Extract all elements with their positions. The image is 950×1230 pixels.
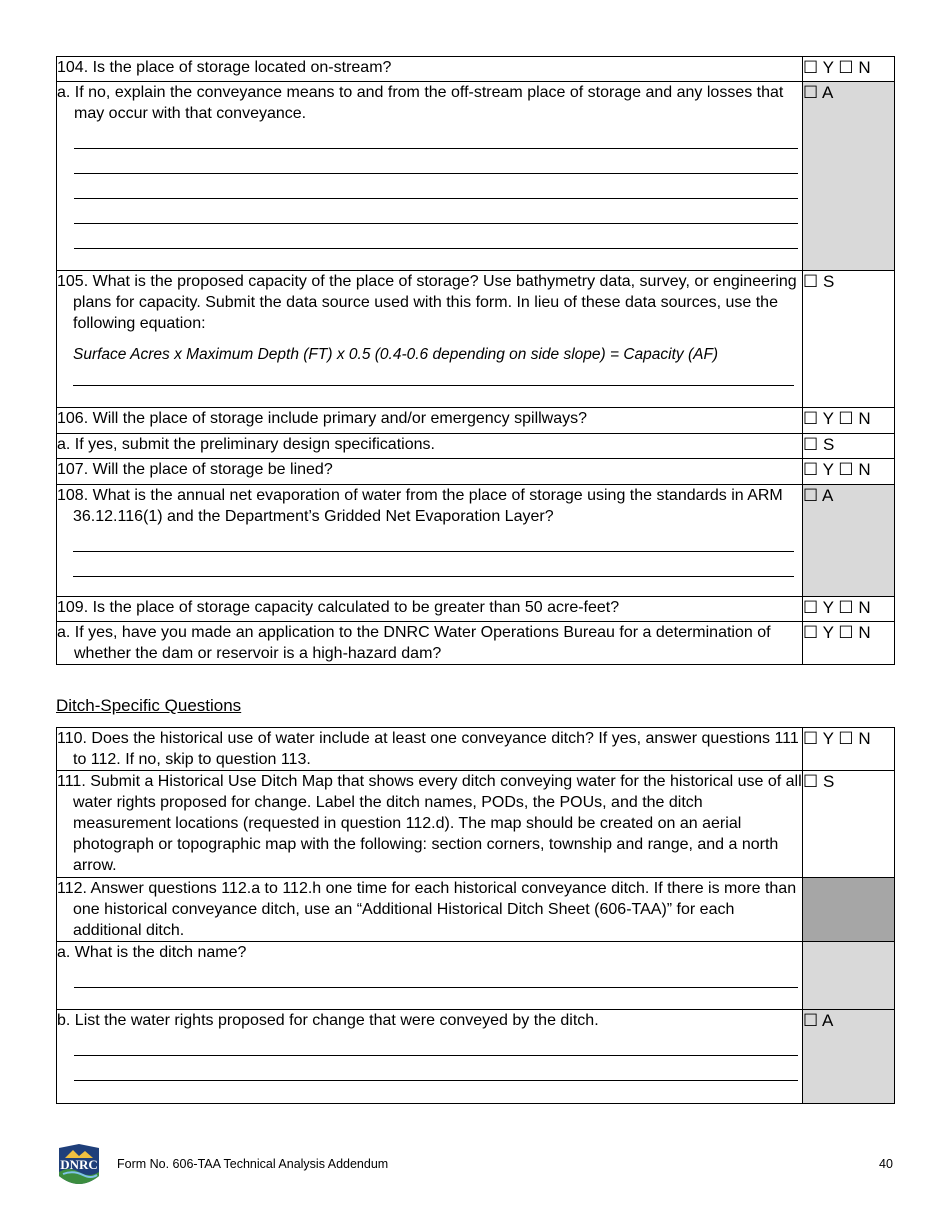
- row-107: [57, 459, 895, 485]
- answer-110-yes-no[interactable]: ☐ Y ☐ N: [803, 728, 895, 771]
- answer-line[interactable]: [74, 248, 798, 249]
- answer-106a-submit[interactable]: ☐ S: [803, 434, 895, 459]
- answer-112b-attach[interactable]: ☐ A: [803, 1010, 895, 1104]
- row-106: [57, 408, 895, 434]
- question-104a: a. If no, explain the conveyance means to and from the off-stream place of storage and any losses that may occur with that conveyance.: [57, 82, 803, 271]
- row-112: [57, 878, 895, 942]
- row-109: [57, 597, 895, 622]
- answer-line[interactable]: [74, 198, 798, 199]
- answer-109-yes-no[interactable]: ☐ Y ☐ N: [803, 597, 895, 622]
- answer-112-blank: [803, 878, 895, 942]
- question-105: 105. What is the proposed capacity of the place of storage? Use bathymetry data, survey, or engineering plans for capacity. Submit the data source used with this form. In lieu of these data sources, use the following equation: Surface Acres x Maximum Depth (FT) x 0.5 (0.4-0.6 depending on side slope) = Capacity (AF): [57, 271, 803, 408]
- question-106a: a. If yes, submit the preliminary design specifications.: [57, 434, 803, 459]
- answer-108-attach[interactable]: ☐ A: [803, 485, 895, 597]
- answer-106-yes-no[interactable]: ☐ Y ☐ N: [803, 408, 895, 434]
- svg-text:DNRC: DNRC: [60, 1157, 98, 1172]
- page-number: 40: [879, 1157, 893, 1171]
- answer-line[interactable]: [74, 987, 798, 988]
- question-109: 109. Is the place of storage capacity calculated to be greater than 50 acre-feet?: [57, 597, 803, 622]
- answer-line[interactable]: [74, 173, 798, 174]
- row-104a: [57, 82, 895, 271]
- row-106a: [57, 434, 895, 459]
- question-107: 107. Will the place of storage be lined?: [57, 459, 803, 485]
- row-108: [57, 485, 895, 597]
- answer-line[interactable]: [74, 1055, 798, 1056]
- answer-line[interactable]: [73, 576, 794, 577]
- answer-line[interactable]: [74, 148, 798, 149]
- answer-line[interactable]: [74, 223, 798, 224]
- ditch-questions-table: [56, 727, 895, 1104]
- row-111: [57, 771, 895, 878]
- capacity-equation: Surface Acres x Maximum Depth (FT) x 0.5 (0.4-0.6 depending on side slope) = Capacity (AF): [73, 346, 719, 363]
- answer-111-submit[interactable]: ☐ S: [803, 771, 895, 878]
- question-112b: b. List the water rights proposed for change that were conveyed by the ditch.: [57, 1010, 803, 1104]
- answer-line[interactable]: [74, 1080, 798, 1081]
- answer-104a-attach[interactable]: ☐ A: [803, 82, 895, 271]
- answer-line[interactable]: [73, 385, 794, 386]
- row-104: [57, 57, 895, 82]
- question-111: 111. Submit a Historical Use Ditch Map that shows every ditch conveying water for the historical use of all water rights proposed for change. Label the ditch names, PODs, the POUs, and the ditch measurement locations (requested in question 112.d). The map should be created on an aerial photograph or topographic map with the following: section corners, township and range, and a north arrow.: [57, 771, 803, 878]
- row-110: [57, 728, 895, 771]
- question-112: 112. Answer questions 112.a to 112.h one time for each historical conveyance ditch. If there is more than one historical conveyance ditch, use an “Additional Historical Ditch Sheet (606-TAA)” for each additional ditch.: [57, 878, 803, 942]
- question-109a: a. If yes, have you made an application to the DNRC Water Operations Bureau for a determination of whether the dam or reservoir is a high-hazard dam?: [57, 622, 803, 665]
- question-106: 106. Will the place of storage include primary and/or emergency spillways?: [57, 408, 803, 434]
- row-109a: [57, 622, 895, 665]
- row-112a: [57, 942, 895, 1010]
- row-112b: [57, 1010, 895, 1104]
- storage-questions-table: [56, 56, 895, 665]
- question-108: 108. What is the annual net evaporation of water from the place of storage using the standards in ARM 36.12.116(1) and the Department’s Gridded Net Evaporation Layer?: [57, 485, 803, 597]
- footer-form-label: Form No. 606-TAA Technical Analysis Addendum: [117, 1157, 389, 1171]
- question-104: 104. Is the place of storage located on-stream?: [57, 57, 803, 82]
- question-112a: a. What is the ditch name?: [57, 942, 803, 1010]
- answer-104-yes-no[interactable]: ☐ Y ☐ N: [803, 57, 895, 82]
- row-105: [57, 271, 895, 408]
- answer-109a-yes-no[interactable]: ☐ Y ☐ N: [803, 622, 895, 665]
- answer-105-submit[interactable]: ☐ S: [803, 271, 895, 408]
- section-heading-ditch: Ditch-Specific Questions: [56, 696, 242, 715]
- answer-107-yes-no[interactable]: ☐ Y ☐ N: [803, 459, 895, 485]
- question-110: 110. Does the historical use of water include at least one conveyance ditch? If yes, answer questions 111 to 112. If no, skip to question 113.: [57, 728, 803, 771]
- dnrc-logo: [55, 1142, 103, 1190]
- answer-line[interactable]: [73, 551, 794, 552]
- answer-112a-blank: [803, 942, 895, 1010]
